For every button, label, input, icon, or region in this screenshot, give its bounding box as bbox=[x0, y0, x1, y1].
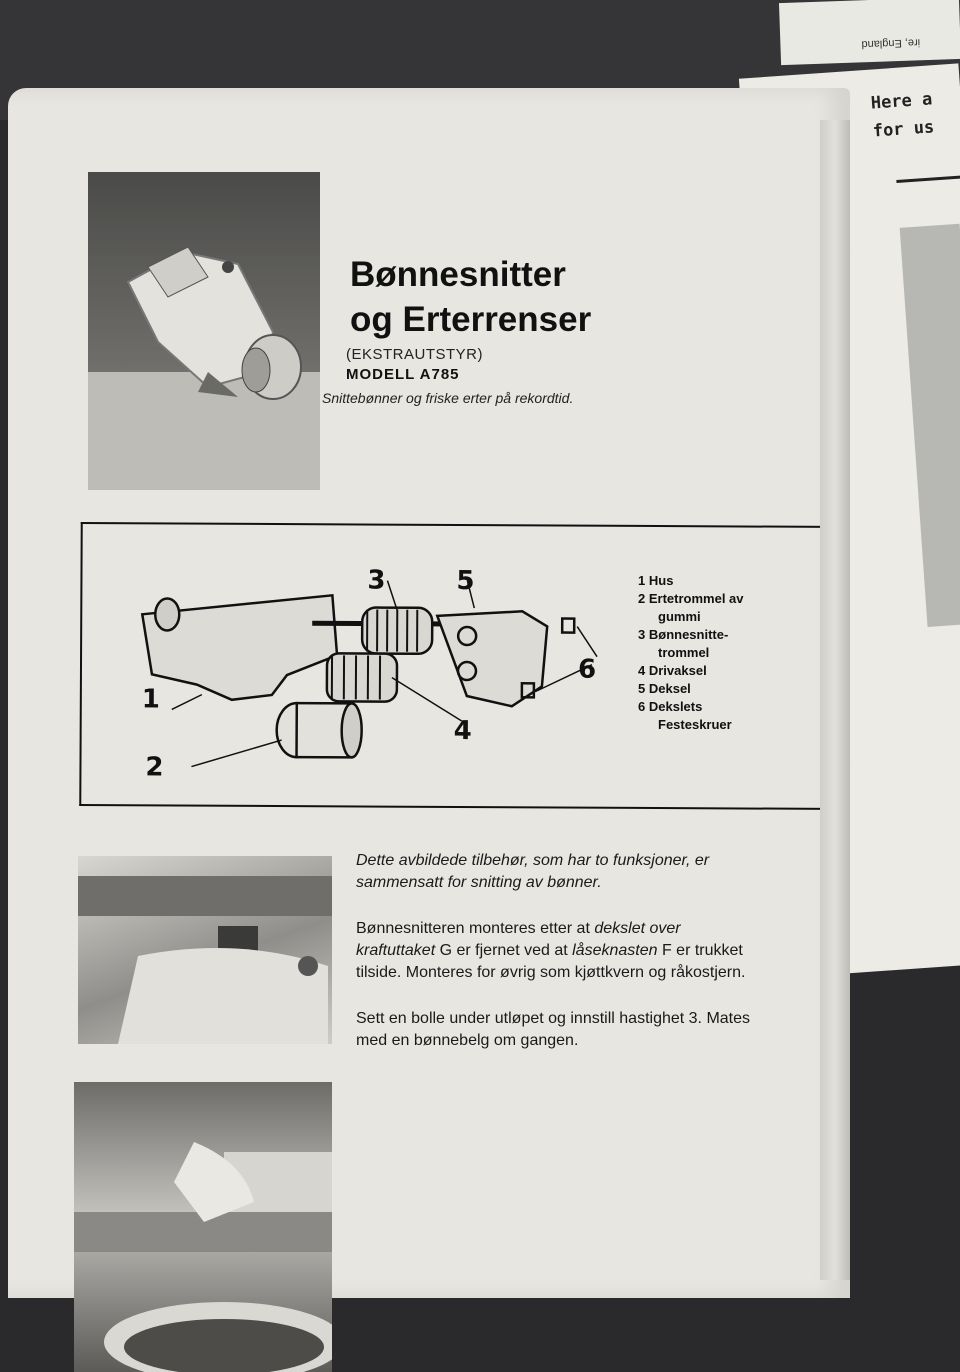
exploded-view-drawing bbox=[121, 534, 682, 797]
usage-paragraph: Sett en bolle under utløpet og innstill hastighet 3. Mates med en bønnebelg om gangen. bbox=[356, 1010, 751, 1049]
model-number: MODELL A785 bbox=[346, 366, 460, 383]
legend-num: 5 bbox=[638, 681, 646, 696]
assembly-photo-drawing bbox=[78, 856, 332, 1044]
legend-item bbox=[638, 698, 744, 716]
assembly-photo bbox=[78, 856, 332, 1044]
parts-legend bbox=[638, 572, 744, 734]
legend-num: 3 bbox=[638, 627, 646, 642]
text-run: Bønnesnitteren monteres etter at bbox=[356, 920, 595, 937]
text-run-italic: låseknasten bbox=[572, 942, 658, 959]
usage-photo-drawing bbox=[74, 1082, 332, 1372]
legend-label-cont: Festeskruer bbox=[658, 717, 732, 732]
legend-label: Dekslets bbox=[648, 699, 703, 714]
title-line-2: og Erterrenser bbox=[350, 300, 592, 339]
legend-label-cont: gummi bbox=[658, 609, 701, 624]
legend-num: 2 bbox=[638, 591, 646, 606]
legend-num: 1 bbox=[638, 573, 646, 588]
intro-paragraph: Dette avbildede tilbehør, som har to funksjoner, er sammensatt for snitting av bønner. bbox=[356, 852, 710, 891]
text-run: F er trukket tilside. Monteres for øvrig som kjøttkvern og råkostjern. bbox=[356, 942, 746, 981]
callout-6: 6 bbox=[577, 654, 597, 685]
legend-label-cont: trommel bbox=[658, 645, 710, 660]
legend-num: 4 bbox=[638, 663, 646, 678]
title-line-1: Bønnesnitter bbox=[350, 255, 566, 294]
right-page-photo bbox=[900, 224, 960, 627]
manual-page bbox=[8, 88, 850, 1298]
text-run-italic: dekslet over kraftuttaket bbox=[356, 920, 681, 959]
page-stack-edge bbox=[820, 120, 850, 1280]
legend-label: Drivaksel bbox=[648, 663, 707, 678]
instructions-text bbox=[356, 850, 756, 1076]
callout-1: 1 bbox=[141, 684, 160, 715]
mounting-paragraph bbox=[356, 918, 756, 984]
callout-2: 2 bbox=[145, 752, 164, 783]
callout-5: 5 bbox=[456, 565, 475, 597]
note-text: ire, England bbox=[861, 36, 921, 51]
text-run: G er fjernet ved at bbox=[435, 942, 573, 959]
legend-label: Hus bbox=[648, 573, 674, 588]
legend-item bbox=[638, 626, 744, 644]
legend-label: Bønnesnitte- bbox=[648, 627, 729, 642]
subtitle: (EKSTRAUTSTYR) bbox=[346, 346, 484, 363]
callout-4: 4 bbox=[453, 715, 472, 747]
legend-item bbox=[638, 680, 744, 698]
bean-slicer-photo-drawing bbox=[88, 172, 320, 490]
legend-item bbox=[638, 590, 744, 608]
background-note-paper bbox=[779, 0, 960, 65]
legend-label: Ertetrommel av bbox=[648, 591, 744, 606]
tagline: Snittebønner og friske erter på rekordtid. bbox=[322, 390, 574, 406]
callout-3: 3 bbox=[367, 565, 386, 596]
product-photo bbox=[88, 172, 320, 490]
right-page-text: Here a for us bbox=[870, 89, 935, 142]
right-page-rule bbox=[896, 174, 960, 183]
legend-item bbox=[638, 662, 744, 680]
legend-num: 6 bbox=[638, 699, 646, 714]
usage-photo bbox=[74, 1082, 332, 1372]
legend-item bbox=[638, 572, 744, 590]
legend-label: Deksel bbox=[648, 681, 691, 696]
page-title bbox=[350, 252, 591, 342]
